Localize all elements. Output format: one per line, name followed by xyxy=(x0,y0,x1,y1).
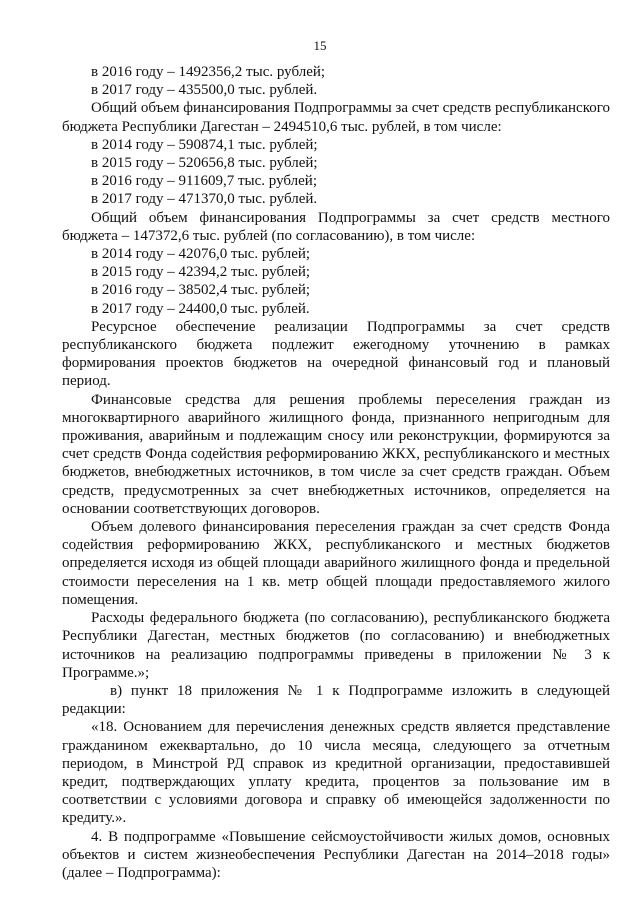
year-line-2014-republican: в 2014 году – 590874,1 тыс. рублей; xyxy=(91,136,318,153)
document-body xyxy=(62,63,610,882)
paragraph-clause-v: в) пункт 18 приложения № 1 к Подпрограмме изложить в следующей редакции: xyxy=(62,682,610,718)
paragraph-financial-means: Финансовые средства для решения проблемы переселения граждан из многоквартирного аварийного жилищного фонда, признанного непригодным для проживания, аварийным и подлежащим сносу или реконструкции, формируются за счет средств Фонда содействия реформированию ЖКХ, республиканского и местных бюджетов, внебюджетных источников, в том числе за счет средств граждан. Объем средств, предусмотренных за счет внебюджетных источников, определяется на основании соответствующих договоров. xyxy=(62,391,610,517)
year-line-2014-local: в 2014 году – 42076,0 тыс. рублей; xyxy=(91,246,311,263)
paragraph-local-funding: Общий объем финансирования Подпрограммы за счет средств местного бюджета – 147372,6 тыс. рублей (по согласованию), в том числе: xyxy=(62,209,610,244)
year-line-2017-total: в 2017 году – 435500,0 тыс. рублей. xyxy=(91,82,318,99)
paragraph-item-4: 4. В подпрограмме «Повышение сейсмоустойчивости жилых домов, основных объектов и систем жизнеобеспечения Республики Дагестан на 2014–2018 годы» (далее – Подпрограмма): xyxy=(62,828,610,881)
year-line-2015-republican: в 2015 году – 520656,8 тыс. рублей; xyxy=(91,155,318,172)
paragraph-expenses: Расходы федерального бюджета (по согласованию), республиканского бюджета Республики Дагестан, местных бюджетов (по согласованию) и внебюджетных источников на реализацию подпрограммы приведены в приложении № 3 к Программе.»; xyxy=(62,610,610,681)
paragraph-share-financing: Объем долевого финансирования переселения граждан за счет средств Фонда содействия реформированию ЖКХ, республиканского и местных бюджетов определяется исходя из общей площади аварийного жилищного фонда и предельной стоимости переселения на 1 кв. метр общей площади предоставляемого жилого помещения. xyxy=(62,519,610,608)
year-line-2017-republican: в 2017 году – 471370,0 тыс. рублей. xyxy=(91,191,318,208)
year-line-2016-total: в 2016 году – 1492356,2 тыс. рублей; xyxy=(91,64,326,80)
paragraph-resource-provision: Ресурсное обеспечение реализации Подпрограммы за счет средств республиканского бюджета подлежит ежегодному уточнению в рамках формирования проектов бюджетов на очередной финансовый год и плановый период. xyxy=(62,318,610,390)
page-number: 15 xyxy=(313,38,327,53)
paragraph-item-18: «18. Основанием для перечисления денежных средств является представление гражданином ежеквартально, до 10 числа месяца, следующего за отчетным периодом, в Минстрой РД справок из кредитной организации, предоставившей кредит, подтверждающих уплату кредита, процентов за пользование им в соответствии с условиями договора и справку об имеющейся задолженности по кредиту.». xyxy=(62,719,610,827)
paragraph-republican-funding: Общий объем финансирования Подпрограммы за счет средств республиканского бюджета Республики Дагестан – 2494510,6 тыс. рублей, в том числе: xyxy=(62,100,610,135)
year-line-2016-republican: в 2016 году – 911609,7 тыс. рублей; xyxy=(91,173,317,190)
year-line-2015-local: в 2015 году – 42394,2 тыс. рублей; xyxy=(91,264,311,281)
year-line-2017-local: в 2017 году – 24400,0 тыс. рублей. xyxy=(91,300,310,317)
year-line-2016-local: в 2016 году – 38502,4 тыс. рублей; xyxy=(91,282,311,299)
